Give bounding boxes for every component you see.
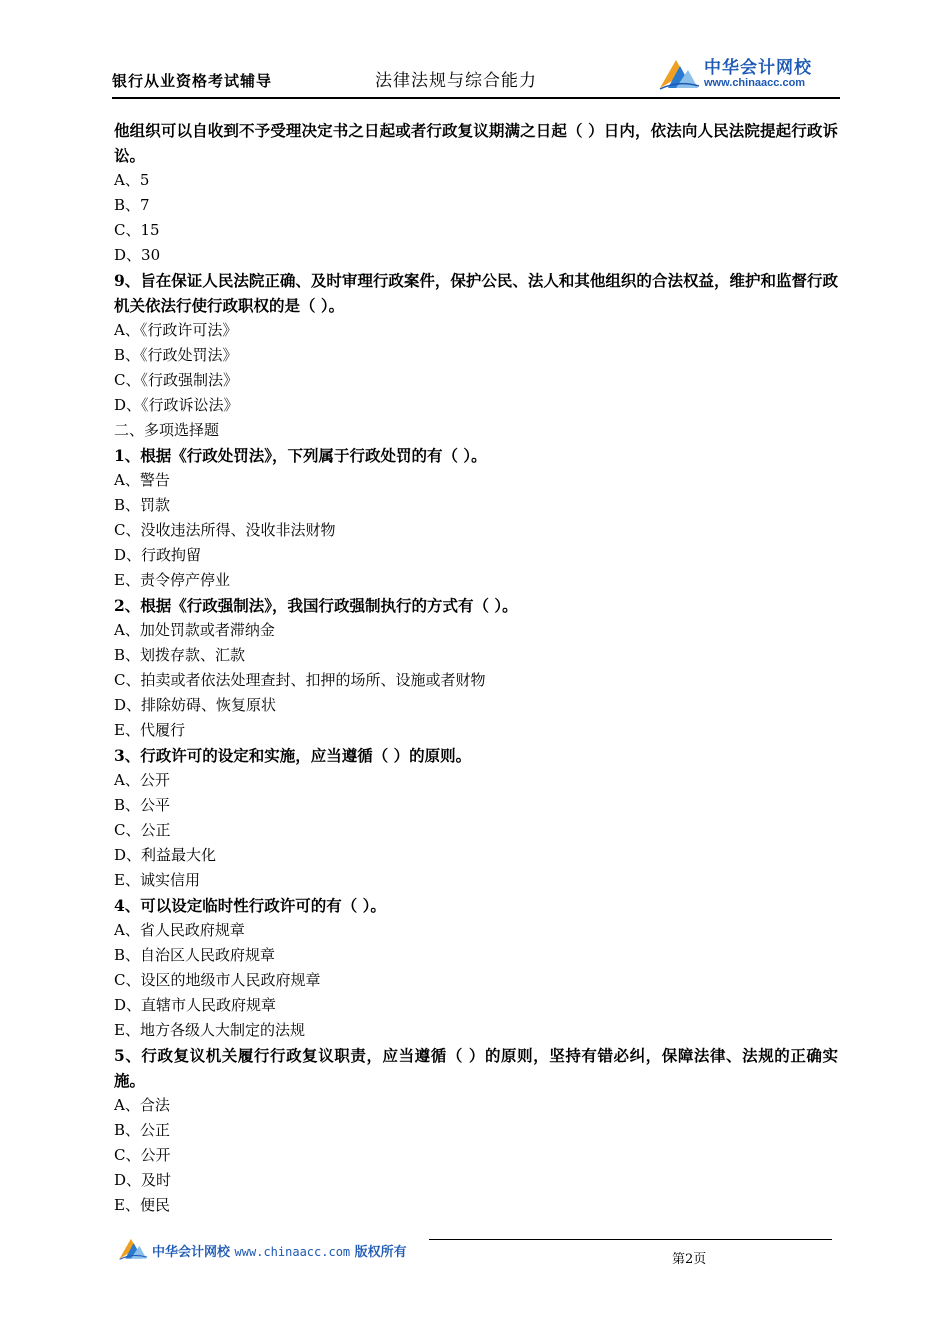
- option: B、公正: [114, 1121, 171, 1139]
- option: B、罚款: [114, 496, 171, 514]
- footer-divider: [429, 1239, 832, 1240]
- brand-logo[interactable]: [658, 50, 840, 94]
- subject-title: 法律法规与综合能力: [375, 71, 537, 91]
- option: A、加处罚款或者滞纳金: [114, 621, 275, 639]
- option: D、及时: [114, 1171, 172, 1189]
- page-footer: [118, 1234, 834, 1274]
- option: A、警告: [114, 471, 170, 489]
- option: A、合法: [114, 1096, 170, 1114]
- chinaacc-footer-logo-icon: [118, 1236, 148, 1260]
- question-text: 3、行政许可的设定和实施，应当遵循（ ）的原则。: [114, 746, 472, 765]
- option: E、地方各级人大制定的法规: [114, 1021, 305, 1039]
- section-heading: 二、多项选择题: [114, 421, 220, 439]
- document-body: [114, 118, 838, 1218]
- option: D、行政拘留: [114, 546, 202, 564]
- page-header: [112, 50, 840, 98]
- footer-copyright: [152, 1241, 407, 1260]
- option: D、利益最大化: [114, 846, 217, 864]
- option: A、省人民政府规章: [114, 921, 245, 939]
- option: B、自治区人民政府规章: [114, 946, 276, 964]
- footer-brand: 中华会计网校: [152, 1245, 231, 1260]
- question-text: 1、根据《行政处罚法》，下列属于行政处罚的有（ ）。: [114, 446, 487, 465]
- option: A、公开: [114, 771, 170, 789]
- option: D、排除妨碍、恢复原状: [114, 696, 277, 714]
- question-text: 2、根据《行政强制法》，我国行政强制执行的方式有（ ）。: [114, 596, 518, 615]
- option: E、便民: [114, 1196, 170, 1214]
- question-text: 4、可以设定临时性行政许可的有（ ）。: [114, 896, 386, 915]
- option: E、诚实信用: [114, 871, 200, 889]
- header-divider: [112, 97, 840, 99]
- footer-rights: 版权所有: [354, 1245, 407, 1260]
- option: D、30: [114, 246, 161, 264]
- option: C、拍卖或者依法处理查封、扣押的场所、设施或者财物: [114, 671, 486, 689]
- option: C、设区的地级市人民政府规章: [114, 971, 321, 989]
- chinaacc-triangle-logo-icon: [658, 56, 700, 90]
- question-text: 他组织可以自收到不予受理决定书之日起或者行政复议期满之日起（ ）日内，依法向人民法院提起行政诉讼。: [114, 121, 838, 165]
- option: C、《行政强制法》: [114, 371, 238, 389]
- option: D、直辖市人民政府规章: [114, 996, 277, 1014]
- option: B、7: [114, 196, 150, 214]
- option: C、15: [114, 221, 160, 239]
- option: E、代履行: [114, 721, 185, 739]
- option: B、公平: [114, 796, 171, 814]
- page-number: 第2页: [672, 1252, 707, 1267]
- option: B、划拨存款、汇款: [114, 646, 246, 664]
- option: B、《行政处罚法》: [114, 346, 238, 364]
- option: C、公开: [114, 1146, 171, 1164]
- option: E、责令停产停业: [114, 571, 230, 589]
- logo-brand-name: 中华会计网校: [704, 58, 812, 78]
- exam-series-title: 银行从业资格考试辅导: [112, 72, 273, 90]
- question-text: 9、旨在保证人民法院正确、及时审理行政案件，保护公民、法人和其他组织的合法权益，维护和监督行政机关依法行使行政职权的是（ ）。: [114, 271, 838, 315]
- option: C、没收违法所得、没收非法财物: [114, 521, 336, 539]
- footer-url[interactable]: www.chinaacc.com: [234, 1245, 351, 1259]
- option: A、5: [114, 171, 150, 189]
- option: A、《行政许可法》: [114, 321, 238, 339]
- option: D、《行政诉讼法》: [114, 396, 239, 414]
- option: C、公正: [114, 821, 171, 839]
- logo-url: www.chinaacc.com: [704, 77, 806, 89]
- question-text: 5、行政复议机关履行行政复议职责，应当遵循（ ）的原则，坚持有错必纠，保障法律、法规的正确实施。: [114, 1046, 838, 1090]
